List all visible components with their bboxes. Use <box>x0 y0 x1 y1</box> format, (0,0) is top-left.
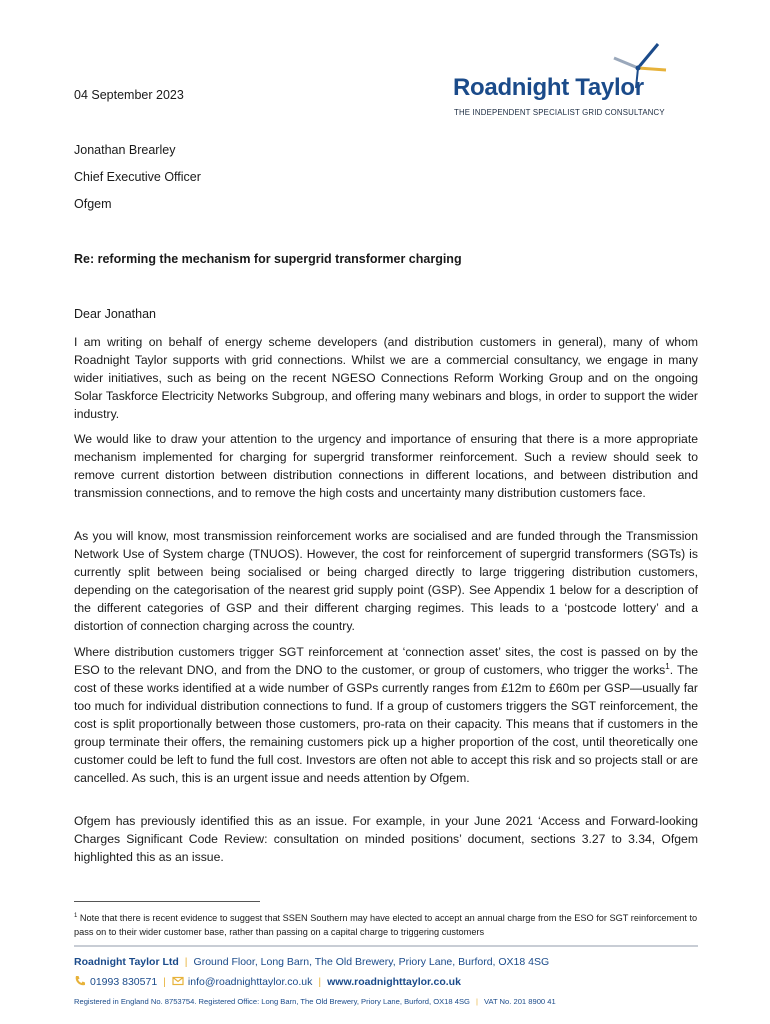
footer-email[interactable]: info@roadnighttaylor.co.uk <box>187 976 313 988</box>
letter-greeting: Dear Jonathan <box>74 307 157 321</box>
phone-icon <box>74 975 86 987</box>
footnote-number: 1 <box>74 913 78 919</box>
footer-separator: | <box>475 997 478 1006</box>
recipient-name: Jonathan Brearley <box>74 143 176 157</box>
footer-address: Ground Floor, Long Barn, The Old Brewery, Priory Lane, Burford, OX18 4SG <box>193 956 550 968</box>
recipient-title: Chief Executive Officer <box>74 170 201 184</box>
footer-vat: VAT No. 201 8900 41 <box>483 997 556 1006</box>
footer-separator: | <box>163 976 166 988</box>
footer-registration: Registered in England No. 8753754. Registered Office: Long Barn, The Old Brewery, Priory Lane, Burford, OX18 4SG <box>74 997 470 1006</box>
footer-contact-line <box>74 975 461 988</box>
body-paragraph-1: I am writing on behalf of energy scheme developers (and distribution customers in general), many of whom Roadnight Taylor supports with grid connections. Whilst we are a commercial consultancy, we engage in many wider initiatives, such as being on the recent NGESO Connections Reform Working Group and on the ongoing Solar Taskforce Electricity Networks Subgroup, and offering many webinars and blogs, in order to support the wider industry. <box>74 335 698 421</box>
footer-separator: | <box>318 976 322 988</box>
footnote-reference: 1 <box>665 661 670 671</box>
footnote-divider <box>74 901 260 902</box>
footer-phone: 01993 830571 <box>90 976 158 988</box>
company-logo-name: Roadnight Taylor <box>453 74 644 101</box>
footer-company-name: Roadnight Taylor Ltd <box>74 956 179 968</box>
body-paragraph-4 <box>74 643 698 787</box>
letter-subject: Re: reforming the mechanism for supergrid transformer charging <box>74 252 462 266</box>
footer-registration-line <box>74 997 556 1006</box>
body-paragraph-3: As you will know, most transmission reinforcement works are socialised and are funded through the Transmission Network Use of System charge (TNUOS). However, the cost for reinforcement of supergrid transformers (SGTs) is currently split between being socialised or being charged directly to large triggering distribution customers, depending on the categorisation of the nearest grid supply point (GSP). See Appendix 1 below for a description of the different categories of GSP and their different charging regimes. This leads to a ‘postcode lottery’ and a distortion of connection charging across the country. <box>74 529 698 633</box>
recipient-organisation: Ofgem <box>74 197 112 211</box>
email-icon <box>172 975 184 987</box>
body-paragraph-5: Ofgem has previously identified this as an issue. For example, in your June 2021 ‘Access and Forward-looking Charges Significant Code Review: consultation on minded positions’ document, sections 3.27 to 3.34, Ofgem highlighted this as an issue. <box>74 814 698 864</box>
footer-divider <box>74 945 698 947</box>
footnote-text: Note that there is recent evidence to suggest that SSEN Southern may have elected to accept an annual charge from the ESO for SGT reinforcement to pass on to their wider customer base, rather than passing on a capital charge to triggering customers <box>74 913 698 938</box>
body-paragraph-2: We would like to draw your attention to the urgency and importance of ensuring that there is a more appropriate mechanism implemented for charging for supergrid transformer reinforcement. Such a review should seek to remove current distortion between distribution connections in different locations, and between distribution and transmission connections, and to remove the high costs and uncertainty many distribution customers face. <box>74 432 698 500</box>
letter-date: 04 September 2023 <box>74 88 184 102</box>
body-paragraph-4-part-b: . The cost of these works identified at a wide number of GSPs currently ranges from £12m to £60m per GSP—usually far too much for individual distribution connections to fund. If a group of customers triggers the SGT reinforcement, the cost is split proportionally between those customers, pro-rata on their capacity. This means that if customers in the group terminate their offers, the remaining customers pick up a higher proportion of the cost, until theoretically one customer could be left to fund the full cost. Investors are often not able to accept this risk and so projects stall or are cancelled. As such, this is an urgent issue and needs attention by Ofgem. <box>74 663 698 785</box>
body-paragraph-4-part-a: Where distribution customers trigger SGT reinforcement at ‘connection asset’ sites, the cost is passed on by the ESO to the relevant DNO, and from the DNO to the customer, or group of customers, who trigger the works <box>74 645 698 677</box>
footer-address-line <box>74 956 549 968</box>
company-logo-tagline: THE INDEPENDENT SPECIALIST GRID CONSULTANCY <box>454 108 665 117</box>
footnote <box>74 909 714 939</box>
footer-website[interactable]: www.roadnighttaylor.co.uk <box>327 976 461 988</box>
footer-separator: | <box>184 956 188 968</box>
